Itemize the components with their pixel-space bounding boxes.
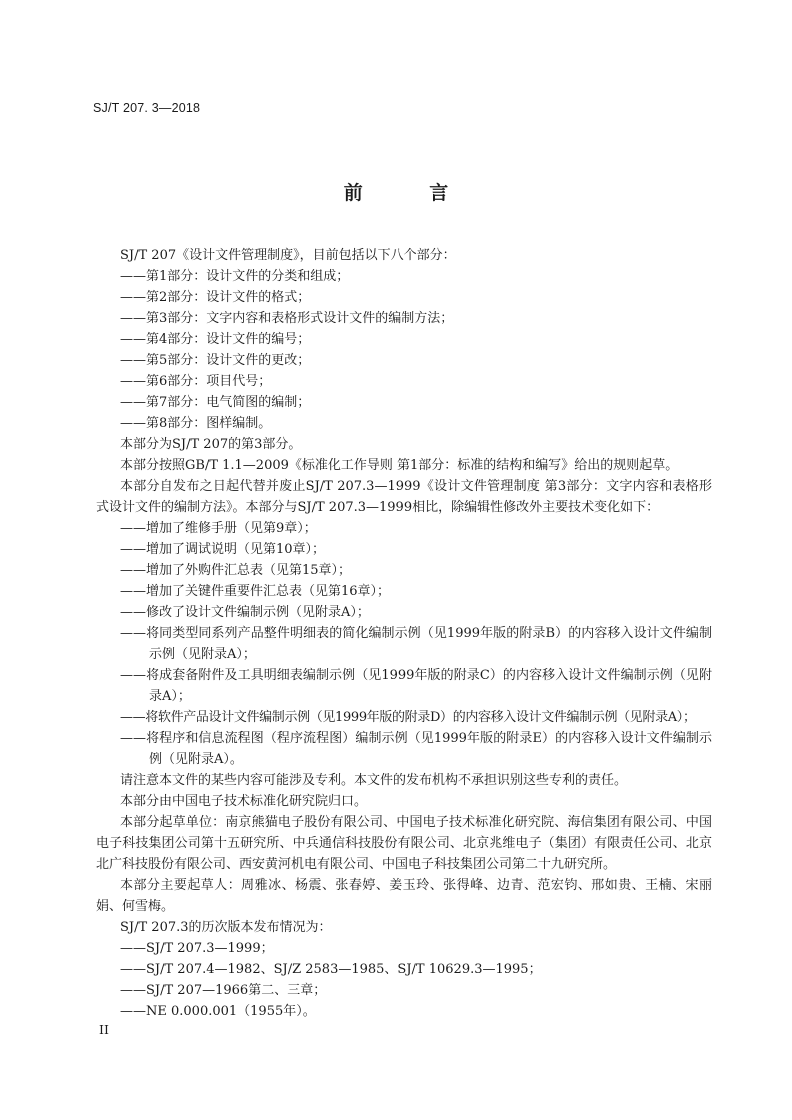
history-intro-paragraph: SJ/T 207.3的历次版本发布情况为： bbox=[120, 920, 332, 935]
drafters-paragraph: 本部分主要起草人：周雅冰、杨震、张春婷、姜玉玲、张得峰、边青、范宏钧、邢如贵、王楠、宋丽娟、何雪梅。 bbox=[96, 878, 712, 914]
part-item: ——第2部分：设计文件的格式； bbox=[120, 290, 311, 305]
change-item: ——将同类型同系列产品整件明细表的简化编制示例（见1999年版的附录B）的内容移入设计文件编制示例（见附录A）； bbox=[120, 626, 712, 662]
part-item: ——第7部分：电气简图的编制； bbox=[120, 395, 311, 410]
patent-notice-paragraph: 请注意本文件的某些内容可能涉及专利。本文件的发布机构不承担识别这些专利的责任。 bbox=[120, 773, 628, 788]
drafting-units-paragraph: 本部分起草单位：南京熊猫电子股份有限公司、中国电子技术标准化研究院、海信集团有限公司、中国电子科技集团公司第十五研究所、中兵通信科技股份有限公司、北京兆维电子（集团）有限责任公司、北京北广科技股份有限公司、西安黄河机电有限公司、中国电子科技集团公司第二十九研究所。 bbox=[96, 815, 712, 872]
part-item: ——第3部分：文字内容和表格形式设计文件的编制方法； bbox=[120, 311, 454, 326]
this-part-paragraph: 本部分为SJ/T 207的第3部分。 bbox=[120, 437, 302, 452]
part-item: ——第4部分：设计文件的编号； bbox=[120, 332, 311, 347]
proposed-by-paragraph: 本部分由中国电子技术标准化研究院归口。 bbox=[120, 794, 368, 809]
change-item: ——增加了关键件重要件汇总表（见第16章）； bbox=[120, 584, 391, 599]
change-item: ——将软件产品设计文件编制示例（见1999年版的附录D）的内容移入设计文件编制示例（见附录A）； bbox=[120, 710, 696, 725]
change-item: ——增加了维修手册（见第9章）； bbox=[120, 521, 317, 536]
change-item: ——修改了设计文件编制示例（见附录A）； bbox=[120, 605, 370, 620]
foreword-body bbox=[96, 245, 712, 1022]
part-item: ——第8部分：图样编制。 bbox=[120, 416, 272, 431]
page-title: 前 言 bbox=[343, 182, 479, 204]
history-item: ——SJ/T 207.4—1982、SJ/Z 2583—1985、SJ/T 10629.3—1995； bbox=[120, 962, 542, 977]
replaces-paragraph: 本部分自发布之日起代替并废止SJ/T 207.3—1999《设计文件管理制度 第3部分：文字内容和表格形式设计文件的编制方法》。本部分与SJ/T 207.3—1999相比，除编辑性修改外主要技术变化如下： bbox=[96, 479, 712, 515]
change-item: ——增加了外购件汇总表（见第15章）； bbox=[120, 563, 352, 578]
change-item: ——将程序和信息流程图（程序流程图）编制示例（见1999年版的附录E）的内容移入设计文件编制示例（见附录A）。 bbox=[120, 731, 712, 767]
part-item: ——第6部分：项目代号； bbox=[120, 374, 272, 389]
history-item: ——SJ/T 207.3—1999； bbox=[120, 941, 274, 956]
history-item: ——NE 0.000.001（1955年）。 bbox=[120, 1004, 316, 1019]
page-number: II bbox=[99, 1022, 109, 1037]
change-item: ——增加了调试说明（见第10章）； bbox=[120, 542, 326, 557]
intro-paragraph: SJ/T 207《设计文件管理制度》，目前包括以下八个部分： bbox=[120, 248, 456, 263]
part-item: ——第1部分：设计文件的分类和组成； bbox=[120, 269, 350, 284]
drafting-rules-paragraph: 本部分按照GB/T 1.1—2009《标准化工作导则 第1部分：标准的结构和编写》给出的规则起草。 bbox=[120, 458, 679, 473]
part-item: ——第5部分：设计文件的更改； bbox=[120, 353, 311, 368]
history-item: ——SJ/T 207—1966第二、三章； bbox=[120, 983, 327, 998]
document-code: SJ/T 207. 3—2018 bbox=[93, 101, 201, 115]
change-item: ——将成套备附件及工具明细表编制示例（见1999年版的附录C）的内容移入设计文件编制示例（见附录A）； bbox=[120, 668, 712, 704]
